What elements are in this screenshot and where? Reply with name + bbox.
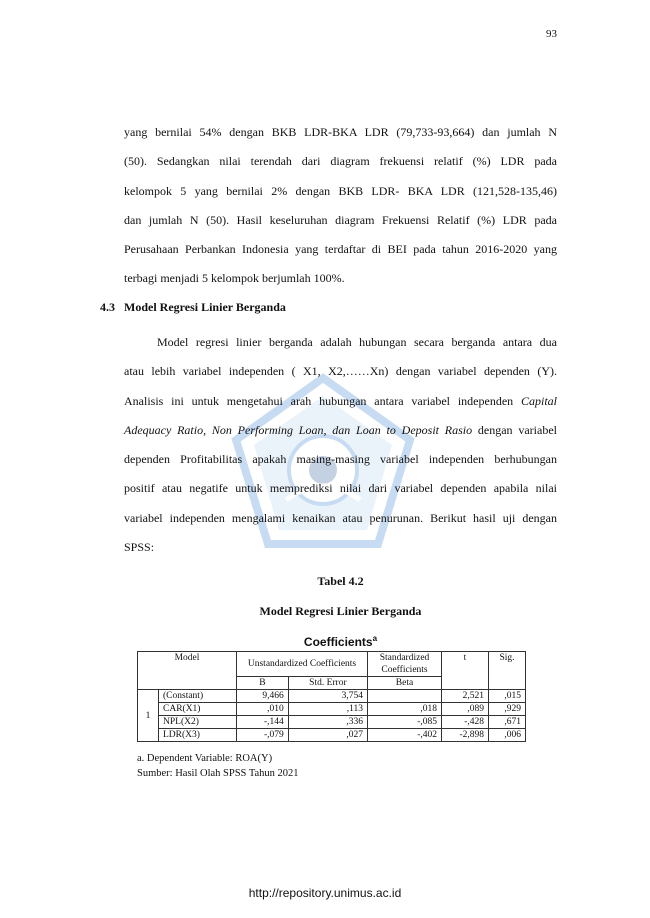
cell-beta: ,018	[368, 703, 442, 716]
cell-se: 3,754	[288, 690, 367, 703]
header-model: Model	[138, 652, 237, 690]
cell-se: ,113	[288, 703, 367, 716]
model-number: 1	[138, 690, 159, 742]
table-source: Sumber: Hasil Olah SPSS Tahun 2021	[137, 768, 299, 779]
text-line: atau lebih variabel independen ( X1, X2,……Xn) dengan variabel dependen (Y).	[124, 364, 557, 379]
cell-se: ,027	[288, 729, 367, 742]
cell-beta: -,085	[368, 716, 442, 729]
header-unstandardized: Unstandardized Coefficients	[237, 652, 368, 677]
cell-b: 9,466	[237, 690, 289, 703]
cell-b: ,010	[237, 703, 289, 716]
header-std-error: Std. Error	[288, 677, 367, 690]
text-line: kelompok 5 yang bernilai 2% dengan BKB LDR- BKA LDR (121,528-135,46)	[124, 183, 557, 198]
table-title: Model Regresi Linier Berganda	[259, 604, 422, 618]
cell-sig: ,929	[489, 703, 526, 716]
header-b: B	[237, 677, 289, 690]
text-line: positif atau negatife untuk memprediksi nilai dari variabel dependen apabila nilai	[124, 481, 557, 496]
cell-t: 2,521	[442, 690, 489, 703]
section-number: 4.3	[100, 300, 115, 314]
cell-t: ,089	[442, 703, 489, 716]
cell-se: ,336	[288, 716, 367, 729]
table-footnote: a. Dependent Variable: ROA(Y)	[137, 753, 273, 764]
header-beta: Beta	[368, 677, 442, 690]
header-sig: Sig.	[489, 652, 526, 690]
text-line: (50). Sedangkan nilai terendah dari diagram frekuensi relatif (%) LDR pada	[124, 154, 557, 169]
text-line: variabel independen mengalami kenaikan atau penurunan. Berikut hasil uji dengan	[124, 510, 557, 525]
text-line: dan jumlah N (50). Hasil keseluruhan diagram Frekuensi Relatif (%) LDR pada	[124, 212, 557, 227]
text-line: SPSS:	[124, 540, 155, 555]
row-name: CAR(X1)	[159, 703, 237, 716]
coefficients-table	[137, 651, 526, 742]
cell-b: -,144	[237, 716, 289, 729]
row-name: LDR(X3)	[159, 729, 237, 742]
table-row	[138, 729, 526, 742]
italic-term: Adequacy Ratio, Non Performing Loan, dan Loan to Deposit Rasio	[124, 422, 473, 437]
cell-t: -,428	[442, 716, 489, 729]
row-name: (Constant)	[159, 690, 237, 703]
coefficients-title	[124, 634, 557, 649]
section-heading	[100, 300, 286, 315]
header-t: t	[442, 652, 489, 690]
text-line: Perusahaan Perbankan Indonesia yang terdaftar di BEI pada tahun 2016-2020 yang	[124, 242, 557, 257]
cell-t: -2,898	[442, 729, 489, 742]
page-number: 93	[546, 28, 557, 40]
paragraph-ldr-summary	[124, 118, 557, 294]
table-row	[138, 716, 526, 729]
paragraph-regression-intro	[124, 328, 557, 562]
table-row	[138, 703, 526, 716]
cell-sig: ,671	[489, 716, 526, 729]
text-line: terbagi menjadi 5 kelompok berjumlah 100%.	[124, 271, 345, 286]
text-segment: dengan variabel	[472, 422, 557, 437]
table-caption: Tabel 4.2	[317, 574, 364, 588]
header-standardized: Standardized Coefficients	[368, 652, 442, 677]
coefficients-title-text: Coefficients	[303, 635, 373, 649]
row-name: NPL(X2)	[159, 716, 237, 729]
text-line	[124, 387, 557, 416]
coefficients-title-sup: a	[372, 634, 378, 643]
text-segment: Analisis ini untuk mengetahui arah hubungan antara variabel independen	[124, 393, 521, 408]
section-title: Model Regresi Linier Berganda	[124, 300, 286, 314]
italic-term: Capital	[520, 393, 557, 408]
text-line: dependen Profitabilitas apakah masing-masing variabel independen berhubungan	[124, 452, 557, 467]
text-line: yang bernilai 54% dengan BKB LDR-BKA LDR (79,733-93,664) dan jumlah N	[124, 125, 557, 139]
table-row	[138, 690, 526, 703]
text-line	[124, 416, 557, 445]
text-line: Model regresi linier berganda adalah hubungan secara berganda antara dua	[157, 335, 557, 349]
cell-sig: ,015	[489, 690, 526, 703]
footer-url: http://repository.unimus.ac.id	[248, 886, 402, 900]
cell-b: -,079	[237, 729, 289, 742]
cell-beta: -,402	[368, 729, 442, 742]
cell-beta	[368, 690, 442, 703]
cell-sig: ,006	[489, 729, 526, 742]
